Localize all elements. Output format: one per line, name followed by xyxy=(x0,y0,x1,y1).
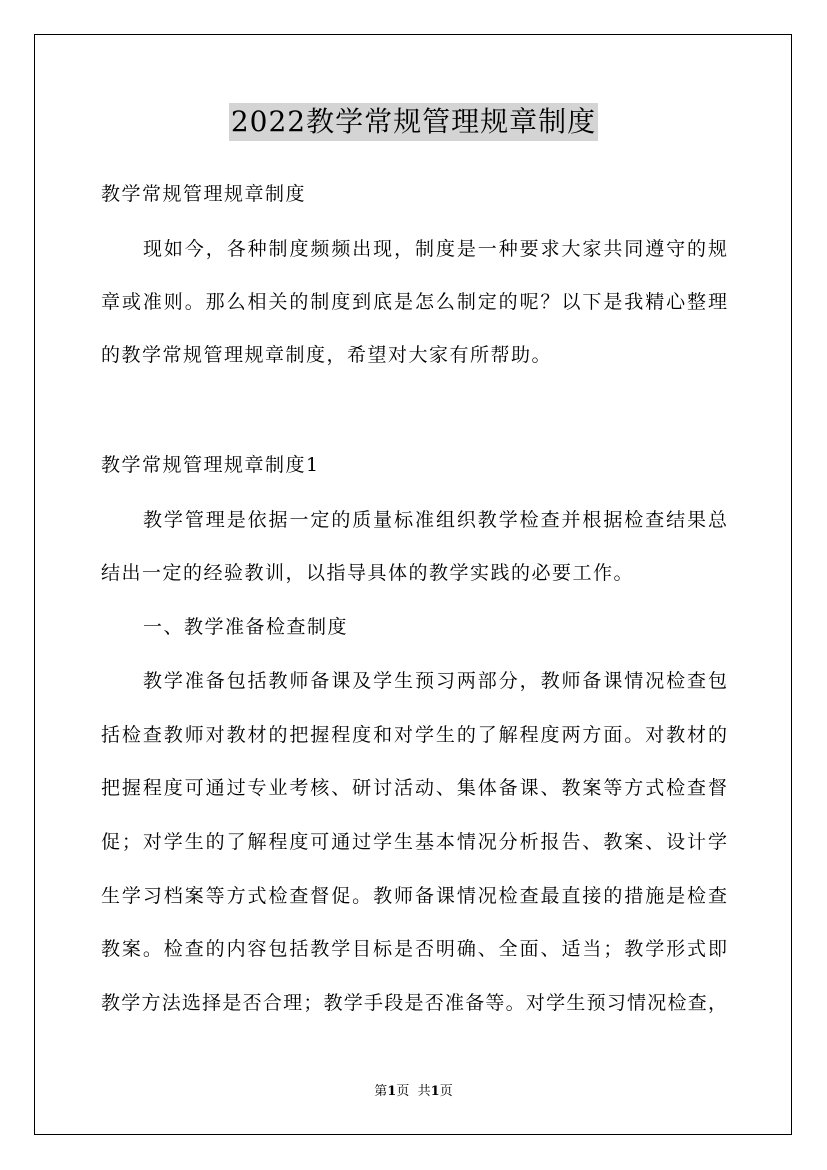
footer-total-unit: 页 xyxy=(439,1084,453,1099)
footer-page-number: 1 xyxy=(387,1084,397,1099)
paragraph-line: 教学管理是依据一定的质量标准组织教学检查并根据检查结果总 xyxy=(143,509,727,531)
paragraph-line: 章或准则。那么相关的制度到底是怎么制定的呢？以下是我精心整理 xyxy=(101,291,727,313)
paragraph-line: 结出一定的经验教训，以指导具体的教学实践的必要工作。 xyxy=(101,562,635,584)
paragraph-line: 的教学常规管理规章制度，希望对大家有所帮助。 xyxy=(101,344,553,366)
paragraph-line: 教学方法选择是否合理；教学手段是否准备等。对学生预习情况检查， xyxy=(101,992,727,1014)
paragraph-line: 生学习档案等方式检查督促。教师备课情况检查最直接的措施是检查 xyxy=(101,885,727,907)
intro-heading: 教学常规管理规章制度 xyxy=(101,183,307,205)
footer-total-prefix: 共 xyxy=(417,1084,431,1099)
paragraph-line: 教案。检查的内容包括教学目标是否明确、全面、适当；教学形式即 xyxy=(101,938,727,960)
paragraph-line: 现如今，各种制度频频出现，制度是一种要求大家共同遵守的规 xyxy=(143,238,727,260)
paragraph-line: 教学准备包括教师备课及学生预习两部分，教师备课情况检查包 xyxy=(143,670,727,692)
paragraph-line: 把握程度可通过专业考核、研讨活动、集体备课、教案等方式检查督 xyxy=(101,777,727,799)
footer-prefix: 第 xyxy=(374,1084,388,1099)
footer-total-pages: 1 xyxy=(430,1084,440,1099)
title-container xyxy=(0,103,827,141)
section-heading-1: 教学常规管理规章制度1 xyxy=(101,454,320,476)
subsection-heading: 一、教学准备检查制度 xyxy=(143,616,349,638)
page-footer xyxy=(0,1084,827,1100)
document-title: 2022教学常规管理规章制度 xyxy=(229,103,598,141)
paragraph-line: 括检查教师对教材的把握程度和对学生的了解程度两方面。对教材的 xyxy=(101,724,727,746)
paragraph-line: 促；对学生的了解程度可通过学生基本情况分析报告、教案、设计学 xyxy=(101,831,727,853)
footer-page-unit: 页 xyxy=(396,1084,410,1099)
